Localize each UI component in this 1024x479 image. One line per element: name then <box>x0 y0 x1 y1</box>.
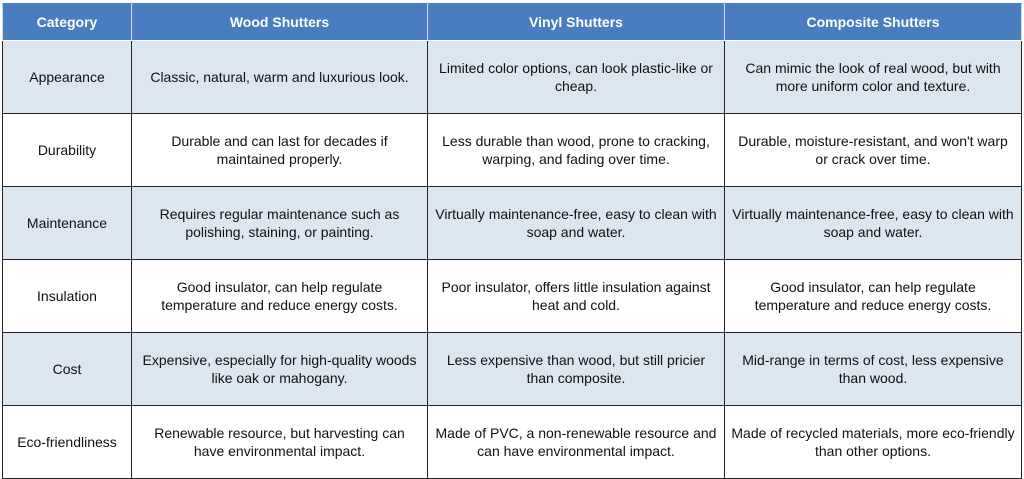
table-row-durability <box>3 114 1022 187</box>
vinyl-cell: Limited color options, can look plastic-like or cheap. <box>428 41 725 114</box>
vinyl-cell: Less expensive than wood, but still pricier than composite. <box>428 333 725 406</box>
header-composite-shutters: Composite Shutters <box>725 3 1022 41</box>
table-row-maintenance <box>3 187 1022 260</box>
wood-cell: Classic, natural, warm and luxurious look. <box>132 41 428 114</box>
row-category: Insulation <box>3 260 132 333</box>
wood-cell: Expensive, especially for high-quality woods like oak or mahogany. <box>132 333 428 406</box>
composite-cell: Can mimic the look of real wood, but with more uniform color and texture. <box>725 41 1022 114</box>
table-row-insulation <box>3 260 1022 333</box>
row-category: Cost <box>3 333 132 406</box>
vinyl-cell: Made of PVC, a non-renewable resource and can have environmental impact. <box>428 406 725 479</box>
shutter-comparison-table <box>2 2 1022 479</box>
wood-cell: Requires regular maintenance such as polishing, staining, or painting. <box>132 187 428 260</box>
table-row-appearance <box>3 41 1022 114</box>
vinyl-cell: Poor insulator, offers little insulation against heat and cold. <box>428 260 725 333</box>
composite-cell: Good insulator, can help regulate temperature and reduce energy costs. <box>725 260 1022 333</box>
vinyl-cell: Virtually maintenance-free, easy to clean with soap and water. <box>428 187 725 260</box>
row-category: Durability <box>3 114 132 187</box>
wood-cell: Durable and can last for decades if maintained properly. <box>132 114 428 187</box>
row-category: Appearance <box>3 41 132 114</box>
row-category: Maintenance <box>3 187 132 260</box>
header-category: Category <box>3 3 132 41</box>
vinyl-cell: Less durable than wood, prone to cracking, warping, and fading over time. <box>428 114 725 187</box>
wood-cell: Good insulator, can help regulate temperature and reduce energy costs. <box>132 260 428 333</box>
header-vinyl-shutters: Vinyl Shutters <box>428 3 725 41</box>
composite-cell: Virtually maintenance-free, easy to clean with soap and water. <box>725 187 1022 260</box>
table-body <box>3 41 1022 479</box>
row-category: Eco-friendliness <box>3 406 132 479</box>
composite-cell: Mid-range in terms of cost, less expensive than wood. <box>725 333 1022 406</box>
table-row-cost <box>3 333 1022 406</box>
composite-cell: Made of recycled materials, more eco-friendly than other options. <box>725 406 1022 479</box>
table-row-eco-friendliness <box>3 406 1022 479</box>
wood-cell: Renewable resource, but harvesting can have environmental impact. <box>132 406 428 479</box>
table-header <box>3 3 1022 41</box>
header-wood-shutters: Wood Shutters <box>132 3 428 41</box>
composite-cell: Durable, moisture-resistant, and won't warp or crack over time. <box>725 114 1022 187</box>
comparison-table-container <box>2 2 1021 474</box>
header-row <box>3 3 1022 41</box>
